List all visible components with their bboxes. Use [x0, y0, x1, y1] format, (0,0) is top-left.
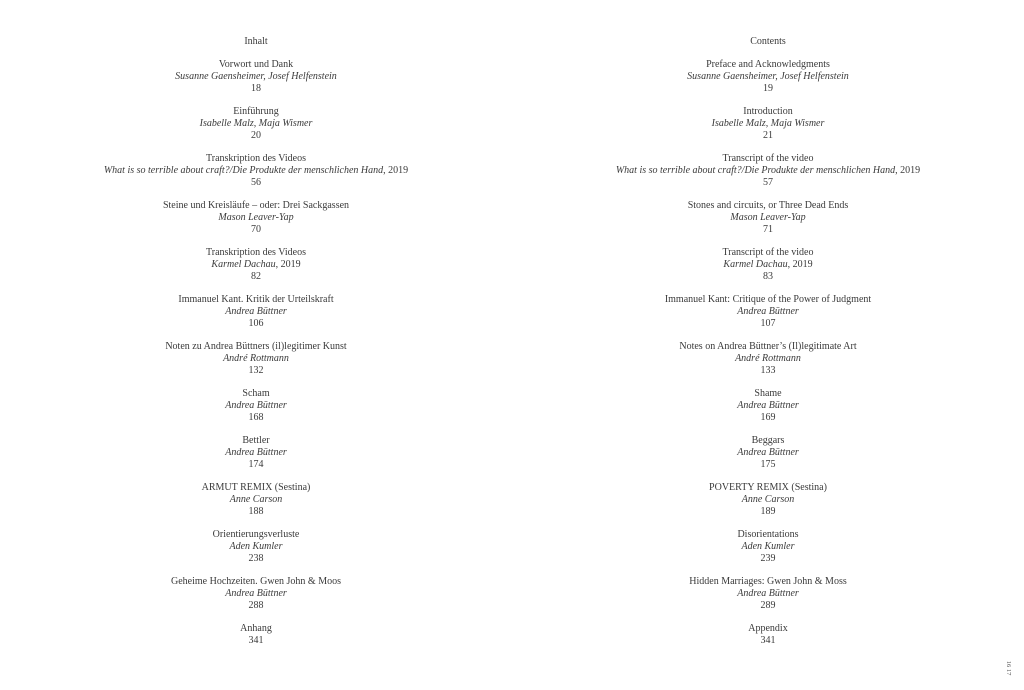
- entry-title: Orientierungsverluste: [212, 529, 300, 540]
- entry-author-text: Karmel Dachau: [723, 258, 788, 270]
- entry-author: [6, 447, 506, 459]
- page-folio: 16 17: [1005, 660, 1012, 676]
- entry-author-text: Mason Leaver-Yap: [218, 211, 294, 223]
- entry-page-number: 188: [248, 505, 264, 517]
- entry-year: , 2019: [383, 164, 409, 176]
- entry-page-number: 133: [760, 364, 776, 376]
- entry-page-number: 19: [763, 82, 773, 94]
- toc-entry: [6, 247, 506, 294]
- entry-page-number: 20: [251, 129, 261, 141]
- toc-entry: [6, 482, 506, 529]
- toc-entry: [518, 341, 1018, 388]
- entry-author: [6, 588, 506, 600]
- entry-page-number: 57: [763, 176, 773, 188]
- entry-title: Immanuel Kant: Critique of the Power of Judgment: [664, 294, 872, 305]
- entry-author-text: Andrea Büttner: [225, 399, 287, 411]
- entry-page-number: 21: [763, 129, 773, 141]
- toc-entry: [6, 59, 506, 106]
- entry-page-number: 107: [760, 317, 776, 329]
- toc-entry: [6, 388, 506, 435]
- entry-author: [6, 494, 506, 506]
- entry-author-text: Susanne Gaensheimer, Josef Helfenstein: [687, 70, 849, 82]
- entry-author: [518, 165, 1018, 177]
- entry-page-number: 106: [248, 317, 264, 329]
- toc-entry: [6, 341, 506, 388]
- entry-title: Disorientations: [737, 529, 799, 540]
- entry-title: Vorwort und Dank: [218, 59, 294, 70]
- toc-entry: [518, 388, 1018, 435]
- entry-title: Transkription des Videos: [206, 153, 306, 164]
- toc-entry: [518, 294, 1018, 341]
- entry-page-number: 238: [248, 552, 264, 564]
- entry-page-number: 341: [248, 634, 264, 646]
- entry-page-number: 239: [760, 552, 776, 564]
- entry-page-number: 169: [760, 411, 776, 423]
- entry-page-number: 83: [763, 270, 773, 282]
- entry-author: [6, 212, 506, 224]
- entry-author: [6, 259, 506, 271]
- entry-author: [518, 447, 1018, 459]
- entry-author: [6, 541, 506, 553]
- entry-page-number: 175: [760, 458, 776, 470]
- entry-year: , 2019: [895, 164, 921, 176]
- entry-author: [518, 212, 1018, 224]
- entry-title: Appendix: [748, 623, 788, 634]
- entry-title: Hidden Marriages: Gwen John & Moss: [689, 576, 847, 587]
- entry-author: [518, 494, 1018, 506]
- entry-author-text: Andrea Büttner: [737, 399, 799, 411]
- entry-title: Anhang: [240, 623, 272, 634]
- entry-author-text: Karmel Dachau: [211, 258, 276, 270]
- entry-page-number: 189: [760, 505, 776, 517]
- toc-entry: [518, 435, 1018, 482]
- entry-author: [6, 353, 506, 365]
- toc-entry: [518, 247, 1018, 294]
- entry-title: Scham: [242, 388, 270, 399]
- entry-author-text: Andrea Büttner: [225, 305, 287, 317]
- entry-author-text: André Rottmann: [223, 352, 289, 364]
- entry-page-number: 70: [251, 223, 261, 235]
- toc-english: [518, 36, 1018, 670]
- entry-title: POVERTY REMIX (Sestina): [709, 482, 827, 493]
- entry-page-number: 18: [251, 82, 261, 94]
- entry-author: [518, 259, 1018, 271]
- entry-page-number: 289: [760, 599, 776, 611]
- toc-entry: [518, 623, 1018, 670]
- toc-entry: [518, 529, 1018, 576]
- entry-page-number: 71: [763, 223, 773, 235]
- entry-title: Bettler: [242, 435, 270, 446]
- entry-author-text: Anne Carson: [229, 493, 283, 505]
- entry-author: [6, 400, 506, 412]
- entry-author: [518, 306, 1018, 318]
- toc-entry: [6, 153, 506, 200]
- toc-entry: [6, 623, 506, 670]
- entry-author: [6, 118, 506, 130]
- toc-entries-english: [518, 59, 1018, 670]
- entry-author-text: Mason Leaver-Yap: [730, 211, 806, 223]
- entry-title: Shame: [754, 388, 782, 399]
- entry-author-text: Andrea Büttner: [225, 587, 287, 599]
- entry-author-text: André Rottmann: [735, 352, 801, 364]
- entry-title: Einführung: [233, 106, 279, 117]
- entry-page-number: 288: [248, 599, 264, 611]
- toc-entry: [518, 153, 1018, 200]
- entry-author-text: Isabelle Malz, Maja Wismer: [199, 117, 313, 129]
- toc-german: [6, 36, 506, 670]
- entry-author: [518, 541, 1018, 553]
- entry-title: Beggars: [751, 435, 785, 446]
- entry-title: Stones and circuits, or Three Dead Ends: [687, 200, 849, 211]
- entry-author: [6, 165, 506, 177]
- toc-entry: [6, 294, 506, 341]
- entry-title: Steine und Kreisläufe – oder: Drei Sackgassen: [162, 200, 350, 211]
- entry-title: Transkription des Videos: [206, 247, 306, 258]
- toc-entry: [518, 482, 1018, 529]
- entry-author: [6, 71, 506, 83]
- toc-entry: [518, 59, 1018, 106]
- entry-page-number: 341: [760, 634, 776, 646]
- entry-page-number: 174: [248, 458, 264, 470]
- entry-author-text: Susanne Gaensheimer, Josef Helfenstein: [175, 70, 337, 82]
- toc-entry: [6, 529, 506, 576]
- entry-page-number: 132: [248, 364, 264, 376]
- entry-title: Immanuel Kant. Kritik der Urteilskraft: [178, 294, 334, 305]
- entry-title: Notes on Andrea Büttner’s (Il)legitimate Art: [679, 341, 857, 352]
- toc-entry: [6, 106, 506, 153]
- entry-author: [518, 400, 1018, 412]
- toc-entry: [518, 200, 1018, 247]
- entry-page-number: 56: [251, 176, 261, 188]
- entry-year: , 2019: [275, 258, 301, 270]
- entry-author-text: What is so terrible about craft?/Die Produkte der menschlichen Hand: [103, 164, 384, 176]
- entry-author-text: Aden Kumler: [741, 540, 795, 552]
- toc-entry: [518, 576, 1018, 623]
- entry-author-text: Andrea Büttner: [737, 305, 799, 317]
- entry-title: Transcript of the video: [722, 247, 814, 258]
- toc-entry: [518, 106, 1018, 153]
- toc-entry: [6, 200, 506, 247]
- entry-title: Geheime Hochzeiten. Gwen John & Moos: [171, 576, 341, 587]
- entry-year: , 2019: [787, 258, 813, 270]
- entry-author: [6, 306, 506, 318]
- entry-author: [518, 118, 1018, 130]
- entry-author: [518, 353, 1018, 365]
- entry-author: [518, 588, 1018, 600]
- toc-entries-german: [6, 59, 506, 670]
- entry-author-text: Isabelle Malz, Maja Wismer: [711, 117, 825, 129]
- entry-author-text: Anne Carson: [741, 493, 795, 505]
- entry-page-number: 82: [251, 270, 261, 282]
- entry-author-text: Andrea Büttner: [737, 587, 799, 599]
- entry-title: Noten zu Andrea Büttners (il)legitimer Kunst: [165, 341, 347, 352]
- entry-title: Introduction: [743, 106, 793, 117]
- toc-heading-english: Contents: [750, 36, 786, 47]
- entry-author-text: Andrea Büttner: [225, 446, 287, 458]
- entry-title: ARMUT REMIX (Sestina): [201, 482, 311, 493]
- toc-entry: [6, 576, 506, 623]
- entry-title: Transcript of the video: [722, 153, 814, 164]
- entry-author-text: What is so terrible about craft?/Die Produkte der menschlichen Hand: [615, 164, 896, 176]
- toc-heading-german: Inhalt: [244, 36, 268, 47]
- toc-entry: [6, 435, 506, 482]
- entry-author-text: Andrea Büttner: [737, 446, 799, 458]
- entry-page-number: 168: [248, 411, 264, 423]
- entry-title: Preface and Acknowledgments: [706, 59, 830, 70]
- entry-author-text: Aden Kumler: [229, 540, 283, 552]
- entry-author: [518, 71, 1018, 83]
